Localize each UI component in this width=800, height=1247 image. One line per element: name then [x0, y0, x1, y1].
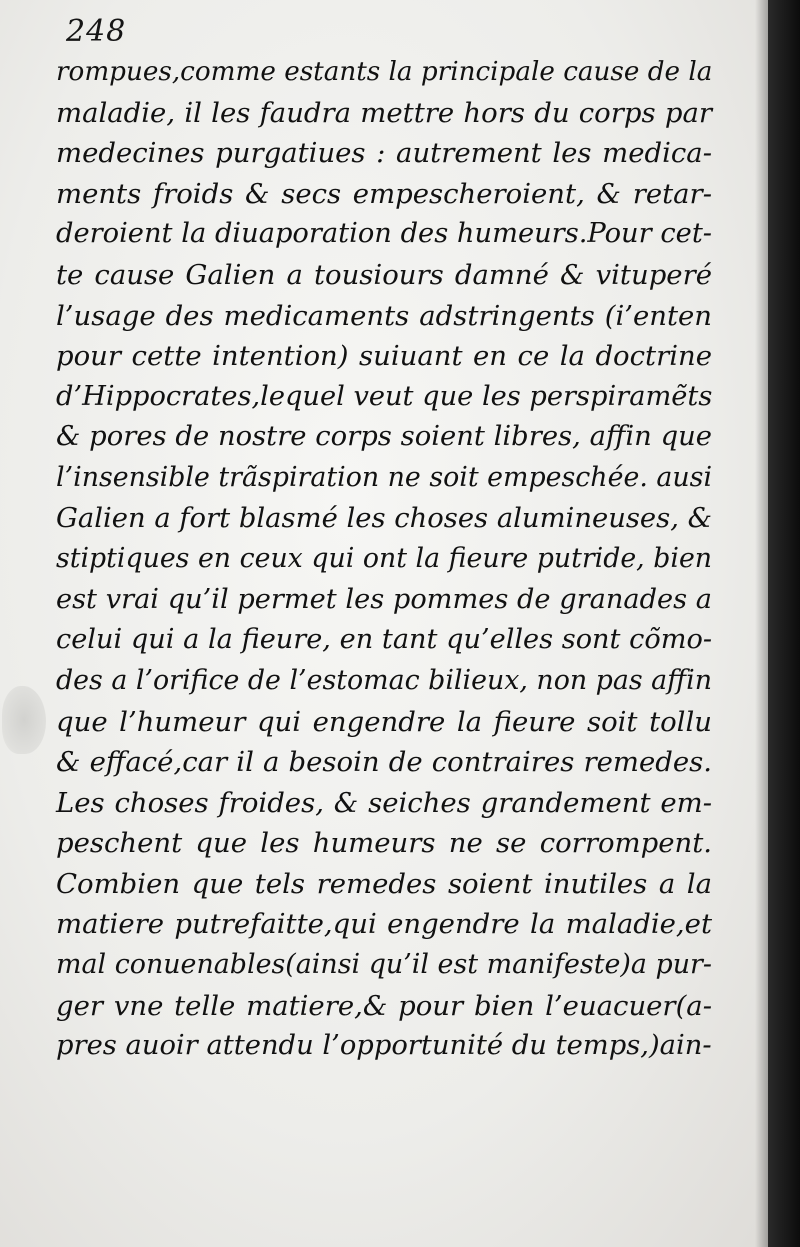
- text-line: matiere putrefaitte,qui engendre la maladie,et: [56, 908, 712, 941]
- page-edge-shadow: [755, 0, 768, 1247]
- text-line: stiptiques en ceux qui ont la fieure putride, bien: [56, 543, 712, 575]
- paper-stain: [2, 686, 46, 754]
- text-line: deroient la diuaporation des humeurs.Pour cet-: [56, 218, 712, 250]
- text-line: peschent que les humeurs ne se corrompent.: [56, 827, 712, 860]
- text-line: rompues,comme estants la principale cause de la: [56, 57, 713, 87]
- text-line: & pores de nostre corps soient libres, affin que: [56, 421, 712, 453]
- text-line: pres auoir attendu l’opportunité du temps,)ain-: [56, 1030, 712, 1062]
- text-line: Les choses froides, & seiches grandement em-: [56, 786, 712, 819]
- text-line: celui qui a la fieure, en tant qu’elles sont cõmo-: [56, 624, 712, 656]
- text-line: medecines purgatiues : autrement les medica-: [56, 137, 712, 170]
- text-line: d’Hippocrates,lequel veut que les perspiramẽts: [56, 380, 713, 412]
- text-line: est vrai qu’il permet les pommes de granades a: [56, 583, 712, 615]
- body-text: [56, 52, 712, 1067]
- text-line: maladie, il les faudra mettre hors du corps par: [56, 96, 712, 129]
- text-line: que l’humeur qui engendre la fieure soit tollu: [56, 705, 712, 738]
- text-line: des a l’orifice de l’estomac bilieux, non pas affin: [56, 664, 712, 696]
- text-line: Combien que tels remedes soient inutiles a la: [56, 867, 712, 900]
- text-line: mal conuenables(ainsi qu’il est manifeste)a pur-: [56, 949, 712, 981]
- page-number: 248: [66, 14, 127, 49]
- text-line: te cause Galien a tousiours damné & vituperé: [56, 258, 712, 291]
- text-line: l’insensible trãspiration ne soit empeschée. ausi: [56, 461, 713, 493]
- text-line: pour cette intention) suiuant en ce la doctrine: [56, 340, 712, 373]
- text-line: Galien a fort blasmé les choses alumineuses, &: [56, 502, 713, 534]
- text-line: l’usage des medicaments adstringents (i’enten: [56, 299, 712, 332]
- text-line: ments froids & secs empescheroient, & retar-: [56, 177, 712, 210]
- text-line: & effacé,car il a besoin de contraires remedes.: [56, 746, 712, 779]
- text-line: ger vne telle matiere,& pour bien l’euacuer(a-: [56, 989, 712, 1022]
- book-spine-shadow: [768, 0, 800, 1247]
